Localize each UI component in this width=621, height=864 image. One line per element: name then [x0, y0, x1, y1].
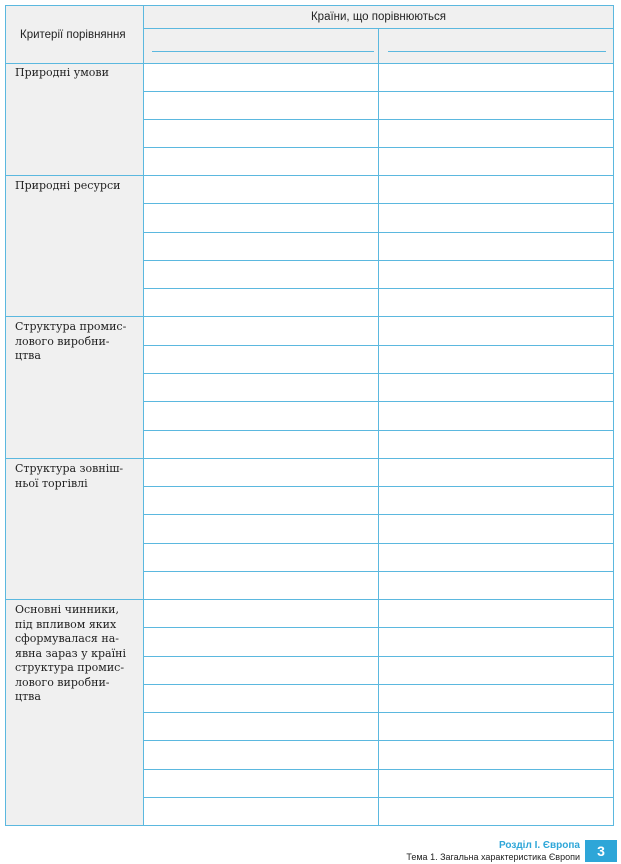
criterion-label: Структура промис- лового виробни- цтва — [15, 320, 127, 362]
comparison-table — [5, 5, 614, 826]
country-column-divider — [378, 28, 379, 825]
criterion-label: Природні умови — [15, 66, 109, 79]
criteria-header: Критерії порівняння — [20, 28, 126, 41]
footer-section-title: Розділ І. Європа — [498, 840, 580, 851]
country-a-name-line[interactable] — [152, 51, 374, 52]
criterion-label: Основні чинники, під впливом яких сформувалася на- явна зараз у країні структура промис- лового виробни- цтва — [15, 603, 126, 703]
group-divider — [6, 458, 613, 459]
footer-topic-title: Тема 1. Загальна характеристика Європи — [406, 852, 580, 862]
group-divider — [6, 316, 613, 317]
header-divider — [6, 63, 613, 64]
criterion-label: Природні ресурси — [15, 179, 121, 192]
criterion-label: Структура зовніш- ньої торгівлі — [15, 462, 124, 490]
group-divider — [6, 175, 613, 176]
group-divider — [6, 599, 613, 600]
page-number-badge: 3 — [585, 840, 617, 862]
country-b-name-line[interactable] — [388, 51, 606, 52]
countries-header-title: Країни, що порівнюються — [144, 6, 613, 29]
